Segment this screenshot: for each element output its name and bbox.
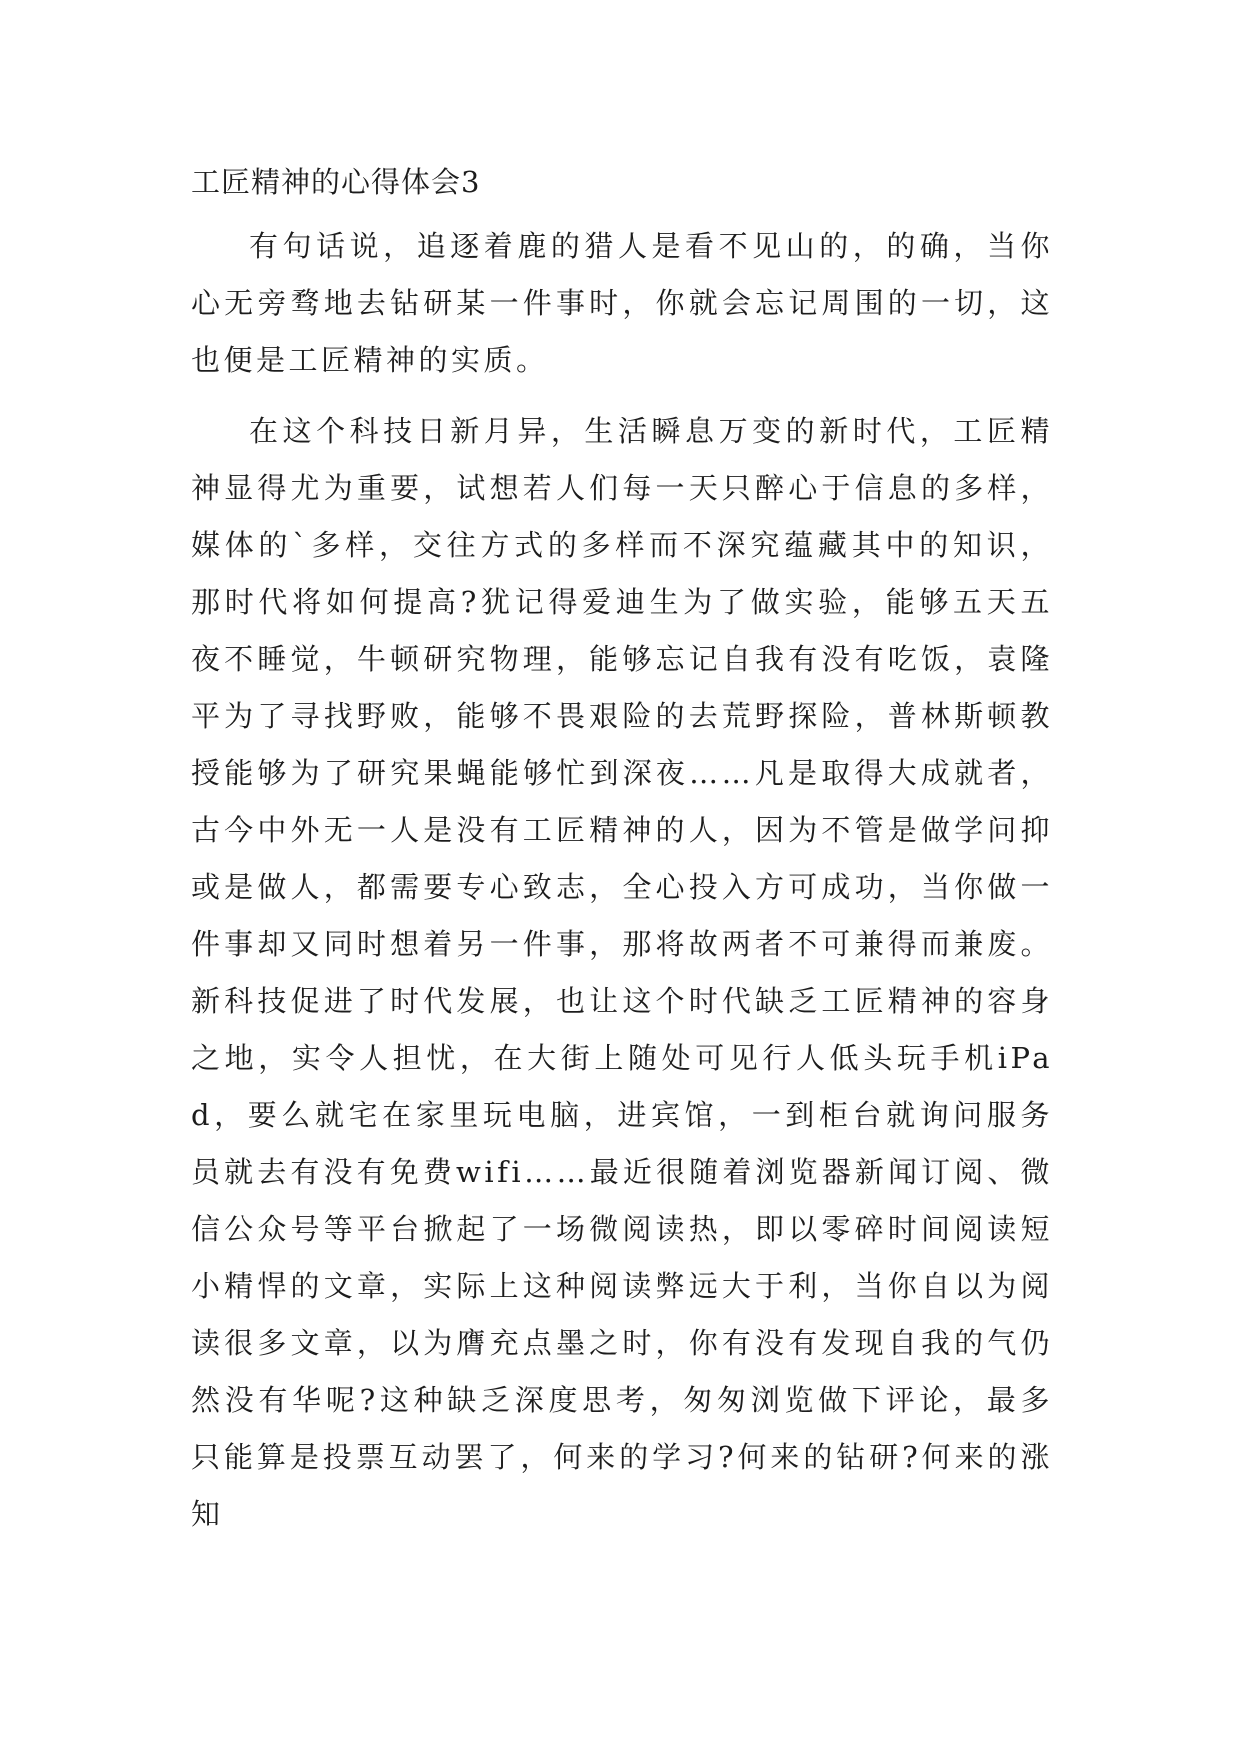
document-title: 工匠精神的心得体会3 — [191, 165, 481, 199]
document-body — [191, 160, 1053, 1543]
paragraph-2: 在这个科技日新月异，生活瞬息万变的新时代，工匠精神显得尤为重要，试想若人们每一天只醉心于信息的多样，媒体的`多样，交往方式的多样而不深究蕴藏其中的知识，那时代将如何提高?犹记得爱迪生为了做实验，能够五天五夜不睡觉，牛顿研究物理，能够忘记自我有没有吃饭，袁隆平为了寻找野败，能够不畏艰险的去荒野探险，普林斯顿教授能够为了研究果蝇能够忙到深夜……凡是取得大成就者，古今中外无一人是没有工匠精神的人，因为不管是做学问抑或是做人，都需要专心致志，全心投入方可成功，当你做一件事却又同时想着另一件事，那将故两者不可兼得而兼废。新科技促进了时代发展，也让这个时代缺乏工匠精神的容身之地，实令人担忧，在大街上随处可见行人低头玩手机iPad，要么就宅在家里玩电脑，进宾馆，一到柜台就询问服务员就去有没有免费wifi……最近很随着浏览器新闻订阅、微信公众号等平台掀起了一场微阅读热，即以零碎时间阅读短小精悍的文章，实际上这种阅读弊远大于利，当你自以为阅读很多文章，以为膺充点墨之时，你有没有发现自我的气仍然没有华呢?这种缺乏深度思考，匆匆浏览做下评论，最多只能算是投票互动罢了，何来的学习?何来的钻研?何来的涨知 — [191, 414, 1053, 1531]
paragraph-1: 有句话说，追逐着鹿的猎人是看不见山的，的确，当你心无旁骛地去钻研某一件事时，你就会忘记周围的一切，这也便是工匠精神的实质。 — [191, 229, 1053, 377]
